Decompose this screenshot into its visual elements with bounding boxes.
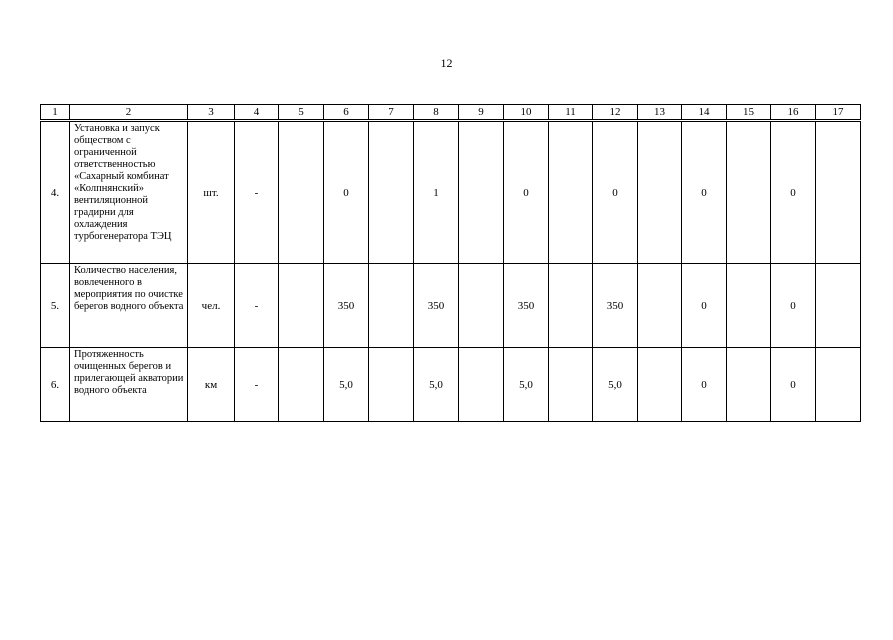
page-number: 12 bbox=[440, 56, 453, 70]
indicators-table bbox=[40, 104, 861, 422]
value-cell: 5,0 bbox=[593, 348, 638, 422]
unit-cell: км bbox=[188, 348, 235, 422]
column-header: 2 bbox=[70, 105, 188, 121]
value-cell: 350 bbox=[593, 264, 638, 348]
column-header: 10 bbox=[504, 105, 549, 121]
value-cell bbox=[459, 348, 504, 422]
value-cell: 0 bbox=[771, 348, 816, 422]
column-header: 9 bbox=[459, 105, 504, 121]
value-cell bbox=[369, 264, 414, 348]
value-cell: 0 bbox=[771, 121, 816, 264]
value-cell: 5,0 bbox=[414, 348, 459, 422]
value-cell: 5,0 bbox=[504, 348, 549, 422]
column-header: 7 bbox=[369, 105, 414, 121]
value-cell: 0 bbox=[682, 121, 727, 264]
column-header: 8 bbox=[414, 105, 459, 121]
row-number: 4. bbox=[41, 121, 70, 264]
value-cell bbox=[638, 264, 682, 348]
value-cell: 350 bbox=[324, 264, 369, 348]
value-cell: - bbox=[235, 121, 279, 264]
value-cell: 0 bbox=[682, 348, 727, 422]
value-cell bbox=[816, 264, 861, 348]
column-header: 17 bbox=[816, 105, 861, 121]
column-header: 11 bbox=[549, 105, 593, 121]
value-cell: 350 bbox=[504, 264, 549, 348]
value-cell bbox=[279, 121, 324, 264]
header-row bbox=[41, 105, 861, 121]
indicator-name: Количество населения, вовлеченного в мероприятия по очистке берегов водного объекта bbox=[70, 264, 188, 348]
table-row bbox=[41, 264, 861, 348]
value-cell: - bbox=[235, 348, 279, 422]
value-cell bbox=[369, 348, 414, 422]
value-cell bbox=[369, 121, 414, 264]
column-header: 13 bbox=[638, 105, 682, 121]
row-number: 5. bbox=[41, 264, 70, 348]
value-cell bbox=[638, 121, 682, 264]
value-cell bbox=[727, 264, 771, 348]
value-cell bbox=[459, 264, 504, 348]
value-cell: 0 bbox=[324, 121, 369, 264]
column-header: 4 bbox=[235, 105, 279, 121]
value-cell: - bbox=[235, 264, 279, 348]
value-cell bbox=[549, 348, 593, 422]
column-header: 16 bbox=[771, 105, 816, 121]
value-cell bbox=[727, 348, 771, 422]
table-row bbox=[41, 121, 861, 264]
table-row bbox=[41, 348, 861, 422]
indicator-name: Установка и запуск обществом с ограниченной ответственностью «Сахарный комбинат «Колпнянский» вентиляционной градирни для охлаждения турбогенератора ТЭЦ bbox=[70, 121, 188, 264]
value-cell bbox=[816, 348, 861, 422]
unit-cell: чел. bbox=[188, 264, 235, 348]
value-cell bbox=[279, 264, 324, 348]
unit-cell: шт. bbox=[188, 121, 235, 264]
value-cell bbox=[279, 348, 324, 422]
column-header: 15 bbox=[727, 105, 771, 121]
indicator-name: Протяженность очищенных берегов и прилегающей акватории водного объекта bbox=[70, 348, 188, 422]
column-header: 3 bbox=[188, 105, 235, 121]
value-cell: 0 bbox=[593, 121, 638, 264]
column-header: 5 bbox=[279, 105, 324, 121]
value-cell: 0 bbox=[504, 121, 549, 264]
value-cell bbox=[549, 264, 593, 348]
column-header: 1 bbox=[41, 105, 70, 121]
column-header: 6 bbox=[324, 105, 369, 121]
value-cell bbox=[727, 121, 771, 264]
value-cell: 0 bbox=[682, 264, 727, 348]
column-header: 12 bbox=[593, 105, 638, 121]
value-cell: 0 bbox=[771, 264, 816, 348]
row-number: 6. bbox=[41, 348, 70, 422]
value-cell bbox=[638, 348, 682, 422]
value-cell: 350 bbox=[414, 264, 459, 348]
value-cell bbox=[816, 121, 861, 264]
value-cell bbox=[459, 121, 504, 264]
column-header: 14 bbox=[682, 105, 727, 121]
value-cell: 5,0 bbox=[324, 348, 369, 422]
value-cell bbox=[549, 121, 593, 264]
value-cell: 1 bbox=[414, 121, 459, 264]
